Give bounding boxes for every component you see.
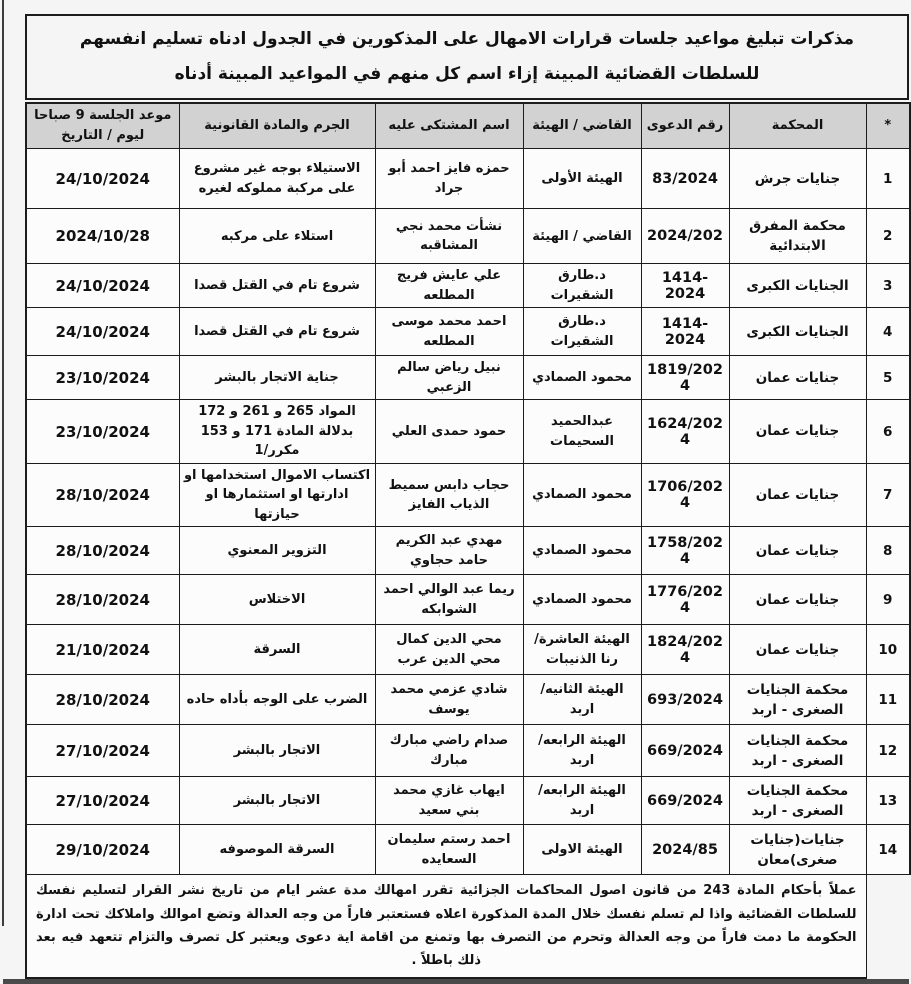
header-session-date [26,103,179,149]
row-judge: الهيئة الرابعه/ اربد [523,777,641,825]
row-judge: الهيئة الثانيه/ اربد [523,675,641,725]
row-case-number: 2024/85 [641,825,729,875]
row-court: محكمة الجنايات الصغرى - اربد [729,777,866,825]
row-case-number: 2024/202 [641,209,729,264]
table-row [26,575,910,625]
row-crime: الاتجار بالبشر [179,777,375,825]
row-session-date: 24/10/2024 [26,149,179,209]
header-index: * [866,103,910,149]
row-session-date: 29/10/2024 [26,825,179,875]
row-judge: د.طارق الشقيرات [523,308,641,356]
header-session-date-line1: موعد الجلسة 9 صباحا [34,108,172,123]
table-row [26,149,910,209]
row-defendant: مهدي عبد الكريم حامد حجاوي [375,527,523,575]
table-row [26,264,910,308]
document-title: مذكرات تبليغ مواعيد جلسات قرارات الامهال على المذكورين في الجدول ادناه تسليم انفسهم للسلطات القضائية المبينة إزاء اسم كل منهم في المواعيد المبينة أدناه [25,14,909,100]
row-session-date: 23/10/2024 [26,356,179,400]
header-crime: الجرم والمادة القانونية [179,103,375,149]
row-defendant: علي عايش فريج المطلعه [375,264,523,308]
row-index: 12 [866,725,910,777]
row-defendant: حجاب دابس سميط الذياب الفايز [375,463,523,527]
row-crime: الاتجار بالبشر [179,725,375,777]
footer-row [26,875,910,978]
row-index: 2 [866,209,910,264]
row-defendant: احمد محمد موسى المطلعه [375,308,523,356]
row-session-date: 21/10/2024 [26,625,179,675]
table-row [26,356,910,400]
row-session-date: 2024/10/28 [26,209,179,264]
row-case-number: 1414-2024 [641,264,729,308]
row-judge: القاضي / الهيئة [523,209,641,264]
row-judge: الهيئة الرابعه/ اربد [523,725,641,777]
table-row [26,527,910,575]
row-crime: الاستيلاء بوجه غير مشروع على مركبة مملوكه لغيره [179,149,375,209]
row-case-number: 83/2024 [641,149,729,209]
row-index: 7 [866,463,910,527]
row-session-date: 27/10/2024 [26,777,179,825]
row-court: جنايات عمان [729,527,866,575]
row-court: جنايات عمان [729,575,866,625]
row-index: 10 [866,625,910,675]
row-index: 6 [866,400,910,464]
row-defendant: نشأت محمد نجي المشاقبه [375,209,523,264]
row-judge: الهيئة الأولى [523,149,641,209]
row-judge: عبدالحميد السحيمات [523,400,641,464]
row-crime: السرقة الموصوفه [179,825,375,875]
row-defendant: محي الدين كمال محي الدين عرب [375,625,523,675]
row-crime: استلاء على مركبه [179,209,375,264]
row-case-number: 1414-2024 [641,308,729,356]
row-defendant: نبيل رياض سالم الزعبي [375,356,523,400]
row-court: جنايات(جنايات صغرى)معان [729,825,866,875]
footer-spacer-cell [866,875,910,978]
table-row [26,308,910,356]
row-defendant: ريما عبد الوالي احمد الشوابكه [375,575,523,625]
row-court: الجنايات الكبرى [729,308,866,356]
document-content [25,14,909,984]
row-judge: د.طارق الشقيرات [523,264,641,308]
row-index: 5 [866,356,910,400]
row-court: محكمة المفرق الابتدائية [729,209,866,264]
row-court: جنايات عمان [729,356,866,400]
table-row [26,825,910,875]
table-row [26,625,910,675]
row-session-date: 28/10/2024 [26,527,179,575]
row-session-date: 28/10/2024 [26,463,179,527]
row-defendant: حمود حمدى العلي [375,400,523,464]
row-session-date: 24/10/2024 [26,264,179,308]
page-left-border [2,0,4,926]
row-index: 11 [866,675,910,725]
bottom-thick-rule [3,979,909,984]
row-index: 14 [866,825,910,875]
court-sessions-table [25,102,911,979]
table-row [26,463,910,527]
row-crime: السرقة [179,625,375,675]
row-court: جنايات عمان [729,463,866,527]
row-session-date: 23/10/2024 [26,400,179,464]
row-court: جنايات عمان [729,625,866,675]
header-court: المحكمة [729,103,866,149]
row-crime: التزوير المعنوي [179,527,375,575]
row-case-number: 1758/2024 [641,527,729,575]
row-case-number: 1624/2024 [641,400,729,464]
row-case-number: 1776/2024 [641,575,729,625]
row-case-number: 1819/2024 [641,356,729,400]
row-court: الجنايات الكبرى [729,264,866,308]
row-session-date: 28/10/2024 [26,575,179,625]
table-row [26,725,910,777]
row-case-number: 669/2024 [641,777,729,825]
row-defendant: حمزه فايز احمد أبو جراد [375,149,523,209]
table-row [26,675,910,725]
row-defendant: صدام راضي مبارك مبارك [375,725,523,777]
table-row [26,400,910,464]
legal-notice-text: عملاً بأحكام المادة 243 من قانون اصول المحاكمات الجزائية تقرر امهالك مدة عشر ايام من تاريخ نشر القرار لتسليم نفسك للسلطات القضائية واذا لم تسلم نفسك خلال المدة المذكورة اعلاه فستعتبر فاراً من وجه العدالة وتضع اموالك واملاكك تحت ادارة الحكومة ما دمت فاراً من وجه العدالة وتحرم من التصرف بها وتمنع من اقامة اية دعوى ويعتبر كل تصرف والتزام تتعهد فيه بعد ذلك باطلاً . [26,875,866,978]
row-judge: الهيئة الاولى [523,825,641,875]
row-crime: المواد 265 و 261 و 172 بدلالة المادة 171 و 153 مكرر/1 [179,400,375,464]
row-case-number: 1824/2024 [641,625,729,675]
table-body [26,149,910,875]
row-crime: جناية الاتجار بالبشر [179,356,375,400]
row-judge: محمود الصمادي [523,463,641,527]
row-session-date: 24/10/2024 [26,308,179,356]
table-footer [26,875,910,978]
row-case-number: 693/2024 [641,675,729,725]
row-crime: الضرب على الوجه بأداه حاده [179,675,375,725]
row-index: 4 [866,308,910,356]
row-case-number: 669/2024 [641,725,729,777]
row-court: جنايات عمان [729,400,866,464]
table-header-row [26,103,910,149]
row-index: 9 [866,575,910,625]
header-defendant: اسم المشتكى عليه [375,103,523,149]
row-crime: اكتساب الاموال استخدامها او ادارتها او استثمارها او حيازتها [179,463,375,527]
table-row [26,209,910,264]
header-session-date-line2: ليوم / التاريخ [61,128,145,144]
row-index: 1 [866,149,910,209]
row-defendant: ايهاب غازي محمد بني سعيد [375,777,523,825]
row-session-date: 27/10/2024 [26,725,179,777]
table-header [26,103,910,149]
header-judge: القاضي / الهيئة [523,103,641,149]
row-index: 3 [866,264,910,308]
header-case-number: رقم الدعوى [641,103,729,149]
row-court: جنايات جرش [729,149,866,209]
row-defendant: شادي عزمي محمد يوسف [375,675,523,725]
table-row [26,777,910,825]
row-case-number: 1706/2024 [641,463,729,527]
row-crime: الاختلاس [179,575,375,625]
row-judge: محمود الصمادي [523,527,641,575]
row-crime: شروع تام في القتل قصدا [179,264,375,308]
row-judge: الهيئة العاشرة/رنا الذنيبات [523,625,641,675]
row-index: 13 [866,777,910,825]
row-court: محكمة الجنايات الصغرى - اربد [729,725,866,777]
row-judge: محمود الصمادي [523,356,641,400]
row-session-date: 28/10/2024 [26,675,179,725]
row-crime: شروع تام في القتل قصدا [179,308,375,356]
row-judge: محمود الصمادي [523,575,641,625]
row-defendant: احمد رستم سليمان السعايده [375,825,523,875]
row-court: محكمة الجنايات الصغرى - اربد [729,675,866,725]
row-index: 8 [866,527,910,575]
